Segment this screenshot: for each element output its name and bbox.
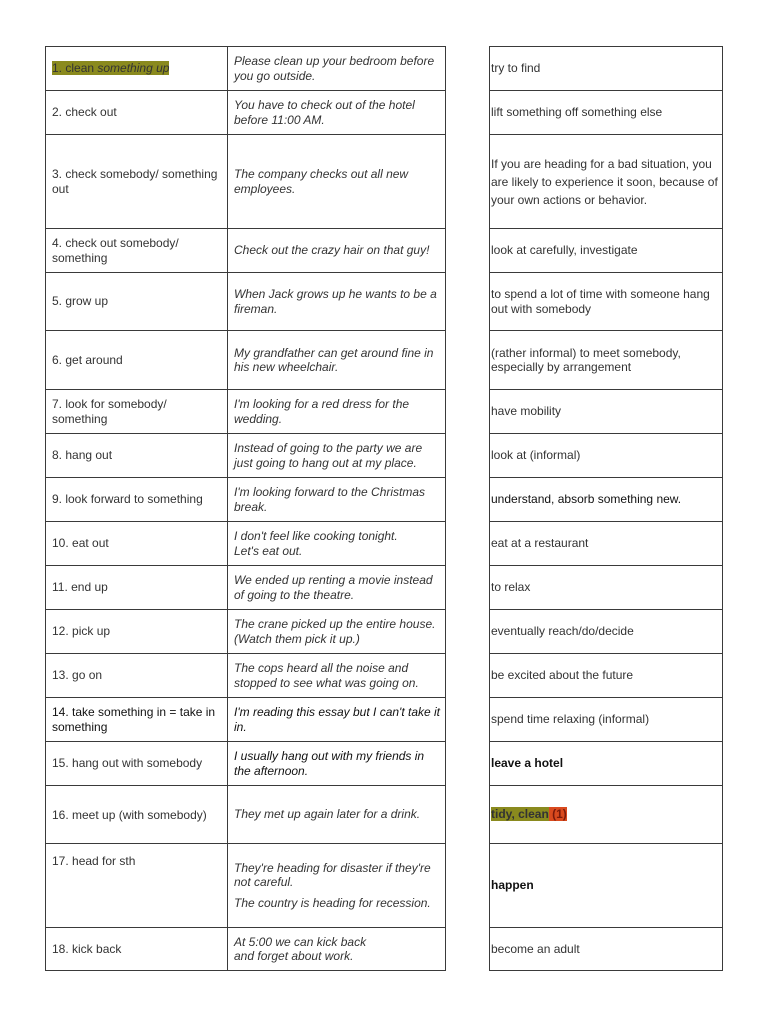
definition-cell: happen bbox=[490, 844, 723, 928]
example-cell: Instead of going to the party we are just going to hang out at my place. bbox=[228, 434, 446, 478]
term-cell: 8. hang out bbox=[46, 434, 228, 478]
definition-cell: look at carefully, investigate bbox=[490, 229, 723, 273]
definition-cell: to spend a lot of time with someone hang out with somebody bbox=[490, 273, 723, 331]
definition-cell: eat at a restaurant bbox=[490, 522, 723, 566]
table-row bbox=[46, 390, 446, 434]
term-cell bbox=[46, 47, 228, 91]
table-row bbox=[46, 844, 446, 928]
term-cell: 5. grow up bbox=[46, 273, 228, 331]
table-row bbox=[46, 91, 446, 135]
example-line: Let's eat out. bbox=[234, 543, 303, 558]
table-row bbox=[490, 786, 723, 844]
table-row bbox=[46, 610, 446, 654]
definition-cell: eventually reach/do/decide bbox=[490, 610, 723, 654]
table-row bbox=[46, 229, 446, 273]
example-cell bbox=[228, 522, 446, 566]
definition-cell: try to find bbox=[490, 47, 723, 91]
definition-cell: spend time relaxing (informal) bbox=[490, 698, 723, 742]
phrasal-verbs-table bbox=[45, 46, 446, 971]
table-row bbox=[46, 928, 446, 971]
term-cell: 7. look for somebody/ something bbox=[46, 390, 228, 434]
example-line: and forget about work. bbox=[234, 949, 354, 963]
definition-cell: lift something off something else bbox=[490, 91, 723, 135]
table-row bbox=[490, 434, 723, 478]
example-cell: The crane picked up the entire house. (Watch them pick it up.) bbox=[228, 610, 446, 654]
table-row bbox=[490, 654, 723, 698]
example-cell: My grandfather can get around fine in his new wheelchair. bbox=[228, 331, 446, 390]
example-cell: When Jack grows up he wants to be a fireman. bbox=[228, 273, 446, 331]
table-row bbox=[46, 786, 446, 844]
table-row bbox=[46, 478, 446, 522]
table-row bbox=[490, 273, 723, 331]
term-cell: 13. go on bbox=[46, 654, 228, 698]
example-cell: We ended up renting a movie instead of going to the theatre. bbox=[228, 566, 446, 610]
table-row bbox=[46, 331, 446, 390]
definition-cell bbox=[490, 786, 723, 844]
table-row bbox=[490, 522, 723, 566]
term-cell: 9. look forward to something bbox=[46, 478, 228, 522]
definition-cell: become an adult bbox=[490, 928, 723, 971]
term-cell: 14. take something in = take in something bbox=[46, 698, 228, 742]
definition-cell: understand, absorb something new. bbox=[490, 478, 723, 522]
example-line: They're heading for disaster if they're not careful. bbox=[234, 860, 431, 890]
table-row bbox=[490, 478, 723, 522]
table-row bbox=[46, 566, 446, 610]
term-cell: 15. hang out with somebody bbox=[46, 742, 228, 786]
table-row bbox=[46, 273, 446, 331]
table-row bbox=[46, 434, 446, 478]
term-cell: 3. check somebody/ something out bbox=[46, 135, 228, 229]
example-cell bbox=[228, 928, 446, 971]
example-cell: Check out the crazy hair on that guy! bbox=[228, 229, 446, 273]
table-row bbox=[490, 229, 723, 273]
example-cell: The cops heard all the noise and stopped to see what was going on. bbox=[228, 654, 446, 698]
table-row bbox=[490, 698, 723, 742]
example-cell: You have to check out of the hotel before 11:00 AM. bbox=[228, 91, 446, 135]
table-row bbox=[490, 135, 723, 229]
table-row bbox=[490, 331, 723, 390]
definition-cell: If you are heading for a bad situation, you are likely to experience it soon, because of your own actions or behavior. bbox=[490, 135, 723, 229]
table-row bbox=[490, 610, 723, 654]
term-cell: 18. kick back bbox=[46, 928, 228, 971]
table-row bbox=[490, 742, 723, 786]
term-cell: 12. pick up bbox=[46, 610, 228, 654]
example-cell: I usually hang out with my friends in the afternoon. bbox=[228, 742, 446, 786]
table-row bbox=[490, 47, 723, 91]
table-row bbox=[46, 522, 446, 566]
table-row bbox=[490, 844, 723, 928]
definition-cell: have mobility bbox=[490, 390, 723, 434]
term-cell: 2. check out bbox=[46, 91, 228, 135]
definition-cell: (rather informal) to meet somebody, especially by arrangement bbox=[490, 331, 723, 390]
highlighted-term: 1. clean something up bbox=[52, 61, 170, 76]
table-row bbox=[490, 91, 723, 135]
example-line: The country is heading for recession. bbox=[234, 895, 431, 910]
table-row bbox=[46, 47, 446, 91]
table-row bbox=[46, 654, 446, 698]
term-cell: 6. get around bbox=[46, 331, 228, 390]
example-cell: Please clean up your bedroom before you go outside. bbox=[228, 47, 446, 91]
example-cell: They met up again later for a drink. bbox=[228, 786, 446, 844]
table-row bbox=[46, 135, 446, 229]
term-cell: 17. head for sth bbox=[46, 844, 228, 928]
highlighted-definition: tidy, clean bbox=[491, 807, 549, 822]
definition-cell: look at (informal) bbox=[490, 434, 723, 478]
definition-cell: to relax bbox=[490, 566, 723, 610]
definitions-table bbox=[489, 46, 723, 971]
term-cell: 4. check out somebody/ something bbox=[46, 229, 228, 273]
term-cell: 11. end up bbox=[46, 566, 228, 610]
example-cell: I'm looking forward to the Christmas break. bbox=[228, 478, 446, 522]
table-row bbox=[490, 566, 723, 610]
example-cell bbox=[228, 844, 446, 928]
example-cell: The company checks out all new employees. bbox=[228, 135, 446, 229]
reference-note: (1) bbox=[549, 807, 567, 821]
table-row bbox=[46, 698, 446, 742]
term-cell: 10. eat out bbox=[46, 522, 228, 566]
definition-cell: be excited about the future bbox=[490, 654, 723, 698]
example-line: I don't feel like cooking tonight. bbox=[234, 529, 398, 543]
table-row bbox=[490, 390, 723, 434]
table-row bbox=[490, 928, 723, 971]
table-row bbox=[46, 742, 446, 786]
example-cell: I'm reading this essay but I can't take it in. bbox=[228, 698, 446, 742]
example-line: At 5:00 we can kick back bbox=[234, 934, 367, 949]
term-cell: 16. meet up (with somebody) bbox=[46, 786, 228, 844]
definition-cell: leave a hotel bbox=[490, 742, 723, 786]
example-cell: I'm looking for a red dress for the wedding. bbox=[228, 390, 446, 434]
